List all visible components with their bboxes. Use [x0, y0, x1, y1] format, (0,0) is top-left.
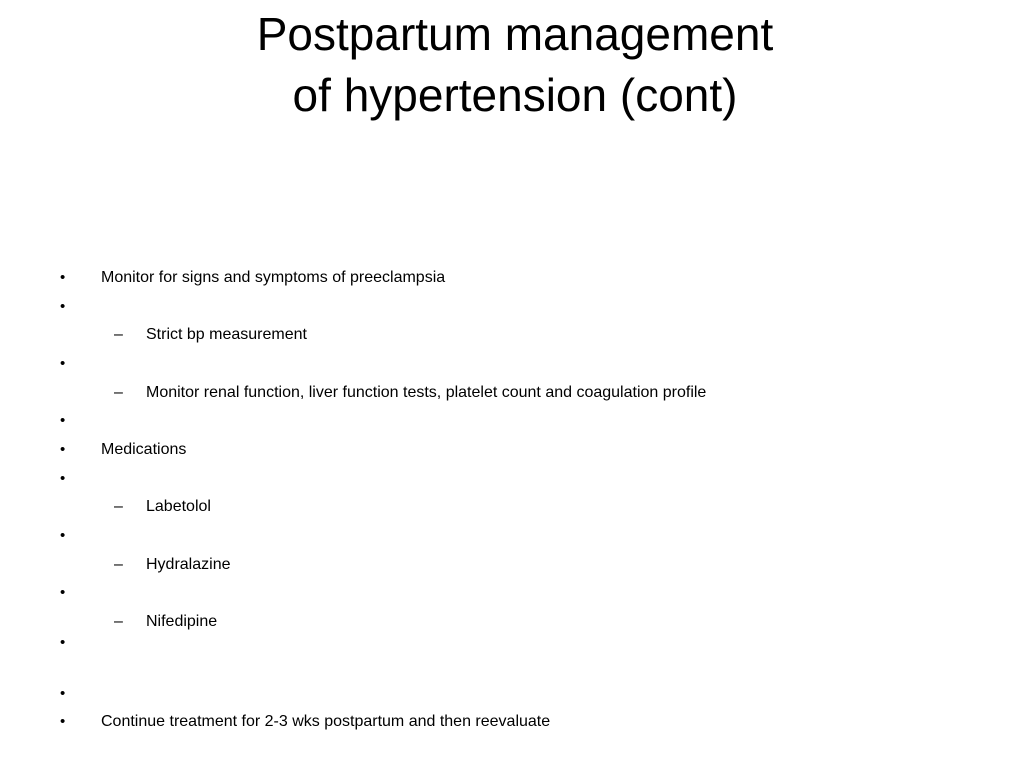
- bullet-item-empty: [0, 410, 1000, 432]
- bullet-item-empty: [0, 296, 1000, 318]
- title-line-1: Postpartum management: [256, 8, 774, 60]
- bullet-text: Continue treatment for 2-3 wks postpartum and then reevaluate: [101, 713, 551, 730]
- bullet-icon: •: [60, 713, 66, 730]
- sub-bullet-text: Monitor renal function, liver function tests, platelet count and coagulation profile: [146, 384, 707, 401]
- bullet-icon: •: [60, 470, 66, 487]
- dash-icon: –: [114, 498, 123, 515]
- bullet-icon: •: [60, 298, 66, 315]
- bullet-item-empty: [0, 632, 1000, 654]
- bullet-item: [0, 267, 1000, 289]
- slide-title: [0, 4, 1024, 126]
- bullet-item-empty: [0, 525, 1000, 547]
- sub-bullet-item: [0, 554, 1000, 576]
- bullet-icon: •: [60, 355, 66, 372]
- bullet-text: Monitor for signs and symptoms of preeclampsia: [101, 269, 446, 286]
- bullet-item-empty: [0, 468, 1000, 490]
- bullet-item-empty: [0, 582, 1000, 604]
- bullet-icon: •: [60, 634, 66, 651]
- sub-bullet-text: Labetolol: [146, 498, 211, 515]
- sub-bullet-text: Strict bp measurement: [146, 326, 307, 343]
- bullet-icon: •: [60, 685, 66, 702]
- bullet-item: [0, 711, 1000, 733]
- bullet-icon: •: [60, 527, 66, 544]
- bullet-item-empty: [0, 683, 1000, 705]
- dash-icon: –: [114, 613, 123, 630]
- sub-bullet-text: Nifedipine: [146, 613, 218, 630]
- dash-icon: –: [114, 556, 123, 573]
- bullet-icon: •: [60, 441, 66, 458]
- sub-bullet-item: [0, 324, 1000, 346]
- bullet-icon: •: [60, 269, 66, 286]
- sub-bullet-item: [0, 496, 1000, 518]
- sub-bullet-text: Hydralazine: [146, 556, 231, 573]
- dash-icon: –: [114, 384, 123, 401]
- bullet-icon: •: [60, 584, 66, 601]
- bullet-text: Medications: [101, 441, 187, 458]
- bullet-item: [0, 439, 1000, 461]
- bullet-item-empty: [0, 353, 1000, 375]
- dash-icon: –: [114, 326, 123, 343]
- sub-bullet-item: [0, 382, 1000, 404]
- sub-bullet-item: [0, 611, 1000, 633]
- bullet-icon: •: [60, 412, 66, 429]
- title-line-2: of hypertension (cont): [292, 69, 738, 121]
